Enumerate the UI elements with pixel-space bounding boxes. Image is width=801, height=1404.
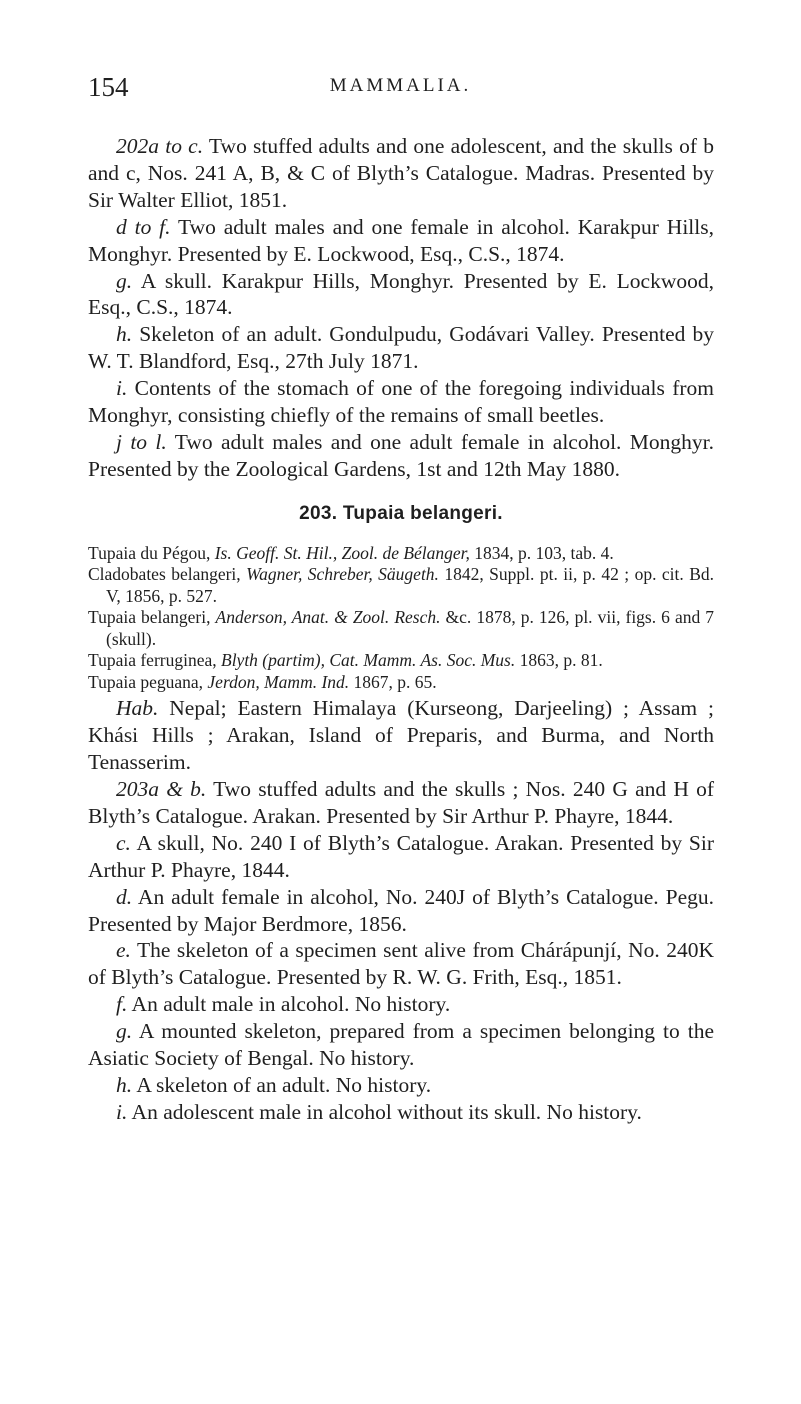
synonym-citation: Jerdon, Mamm. Ind. <box>207 671 350 692</box>
specimen-label: c. <box>116 830 131 855</box>
specimen-entry <box>88 991 714 1018</box>
specimen-label: 203a & b. <box>116 777 207 801</box>
specimen-label: j to l. <box>116 429 167 454</box>
synonym-entry <box>88 650 714 672</box>
specimen-label: e. <box>116 938 131 963</box>
specimen-label: h. <box>116 322 133 347</box>
page-number: 154 <box>88 72 129 102</box>
specimen-label: h. <box>116 1072 133 1097</box>
specimen-list-after <box>88 776 714 1126</box>
page-header <box>88 72 713 112</box>
specimen-label: 202a to c. <box>116 134 204 158</box>
specimen-label: d. <box>116 884 133 909</box>
specimen-text: Two stuffed adults and one adolescent, and the skulls of b and c, Nos. 241 A, B, & C of Blyth’s Catalogue. Madras. Presented by Sir Walter Elliot, 1851. <box>88 134 714 212</box>
specimen-entry <box>88 268 714 322</box>
specimen-list-before <box>88 133 714 483</box>
specimen-entry <box>88 375 714 429</box>
specimen-label: i. <box>116 1099 128 1124</box>
specimen-text: Two stuffed adults and the skulls ; Nos. 240 G and H of Blyth’s Catalogue. Arakan. Presented by Sir Arthur P. Phayre, 1844. <box>88 777 714 828</box>
specimen-text: An adult male in alcohol. No history. <box>127 992 451 1017</box>
specimen-entry <box>88 1018 714 1072</box>
running-title: MAMMALIA. <box>329 75 472 96</box>
specimen-label: d to f. <box>116 214 171 239</box>
habitat-paragraph <box>88 695 714 776</box>
page-body <box>88 133 714 1126</box>
specimen-label: g. <box>116 268 133 293</box>
specimen-text: An adult female in alcohol, No. 240J of Blyth’s Catalogue. Pegu. Presented by Major Berdmore, 1856. <box>88 884 714 936</box>
synonym-name: Tupaia du Pégou, <box>88 542 215 563</box>
species-heading: 203. Tupaia belangeri. <box>299 502 503 524</box>
specimen-entry <box>88 133 714 214</box>
habitat-label: Hab. <box>116 696 159 721</box>
specimen-entry <box>88 1072 714 1099</box>
synonym-citation: Blyth (partim), Cat. Mamm. As. Soc. Mus. <box>221 650 516 671</box>
synonym-citation: Wagner, Schreber, Säugeth. <box>246 564 439 585</box>
specimen-entry <box>88 214 714 268</box>
synonym-reference: 1842, Suppl. pt. ii, p. 42 ; op. cit. Bd. V, 1856, p. 527. <box>106 564 714 606</box>
synonym-citation: Is. Geoff. St. Hil., Zool. de Bélanger, <box>214 542 470 563</box>
synonym-entry <box>88 607 714 650</box>
specimen-entry <box>88 1099 714 1126</box>
habitat-text: Nepal; Eastern Himalaya (Kurseong, Darjeeling) ; Assam ; Khási Hills ; Arakan, Island of Preparis, and Burma, and North Tenasserim. <box>88 696 714 775</box>
specimen-text: Contents of the stomach of one of the foregoing individuals from Monghyr, consisting chiefly of the remains of small beetles. <box>88 376 714 428</box>
synonym-name: Tupaia ferruginea, <box>88 650 221 671</box>
specimen-entry <box>88 884 714 938</box>
synonymy-list <box>88 543 714 694</box>
synonym-name: Cladobates belangeri, <box>88 564 247 585</box>
specimen-entry <box>88 429 714 483</box>
synonym-entry <box>88 564 714 607</box>
synonym-reference: 1834, p. 103, tab. 4. <box>469 542 614 563</box>
specimen-text: Skeleton of an adult. Gondulpudu, Godávari Valley. Presented by W. T. Blandford, Esq., 27th July 1871. <box>88 322 714 374</box>
specimen-label: g. <box>116 1019 133 1044</box>
synonym-name: Tupaia peguana, <box>88 671 208 692</box>
synonym-name: Tupaia belangeri, <box>88 607 216 628</box>
specimen-label: i. <box>116 376 128 401</box>
specimen-entry <box>88 776 714 830</box>
specimen-label: f. <box>116 992 128 1017</box>
synonym-reference: 1867, p. 65. <box>349 671 437 692</box>
synonym-reference: &c. 1878, p. 126, pl. vii, figs. 6 and 7 (skull). <box>106 607 714 649</box>
specimen-entry <box>88 830 714 884</box>
specimen-entry <box>88 937 714 991</box>
specimen-text: The skeleton of a specimen sent alive from Chárápunjí, No. 240K of Blyth’s Catalogue. Presented by R. W. G. Frith, Esq., 1851. <box>88 938 714 990</box>
specimen-text: Two adult males and one female in alcohol. Karakpur Hills, Monghyr. Presented by E. Lockwood, Esq., C.S., 1874. <box>88 214 715 266</box>
specimen-text: A skull, No. 240 I of Blyth’s Catalogue. Arakan. Presented by Sir Arthur P. Phayre, 1844. <box>88 830 714 882</box>
specimen-text: A skeleton of an adult. No history. <box>132 1072 432 1097</box>
specimen-text: A mounted skeleton, prepared from a specimen belonging to the Asiatic Society of Bengal. No history. <box>88 1019 714 1071</box>
synonym-reference: 1863, p. 81. <box>515 650 603 671</box>
specimen-text: Two adult males and one adult female in alcohol. Monghyr. Presented by the Zoological Gardens, 1st and 12th May 1880. <box>88 429 714 481</box>
synonym-citation: Anderson, Anat. & Zool. Resch. <box>215 607 441 628</box>
specimen-text: A skull. Karakpur Hills, Monghyr. Presented by E. Lockwood, Esq., C.S., 1874. <box>88 268 714 320</box>
specimen-text: An adolescent male in alcohol without its skull. No history. <box>127 1099 642 1124</box>
specimen-entry <box>88 321 714 375</box>
synonym-entry <box>88 543 714 565</box>
synonym-entry <box>88 672 714 694</box>
